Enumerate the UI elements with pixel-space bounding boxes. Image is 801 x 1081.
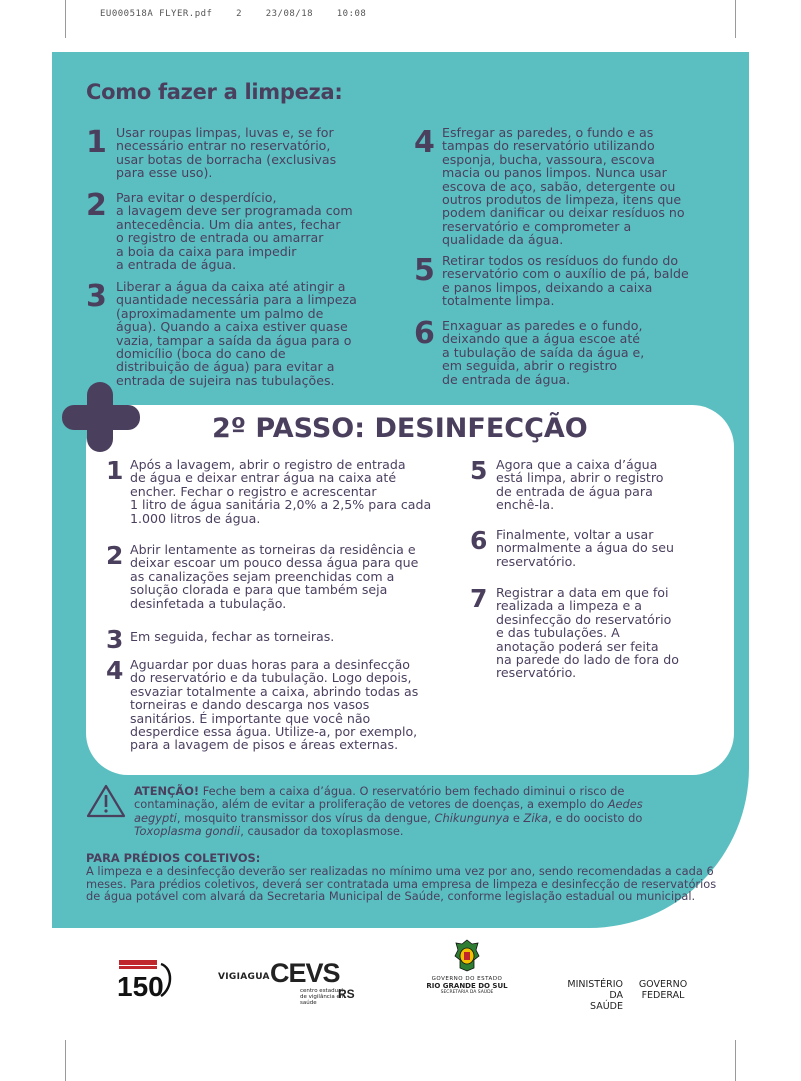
step-number: 1 (106, 456, 124, 485)
step-number: 6 (470, 526, 488, 555)
cleaning-step (414, 316, 734, 387)
cleaning-step (86, 280, 396, 387)
step-number: 7 (470, 584, 488, 613)
collective-heading: PARA PRÉDIOS COLETIVOS: (86, 851, 261, 865)
step-number: 6 (414, 316, 435, 351)
step-text: Finalmente, voltar a usar normalmente a água do seu reservatório. (496, 527, 674, 569)
cevs-rs: RS (338, 987, 355, 1001)
step-text: Em seguida, fechar as torneiras. (130, 629, 335, 644)
step-text: Agora que a caixa d’água está limpa, abrir o registro de entrada de água para enchê-la. (496, 457, 664, 513)
warning-icon (86, 784, 126, 818)
crop-mark (735, 0, 736, 38)
disinfection-step (106, 625, 451, 654)
step-text: Usar roupas limpas, luvas e, se for necessário entrar no reservatório, usar botas de borracha (exclusivas para esse uso). (116, 125, 337, 181)
step-text: Esfregar as paredes, o fundo e as tampas do reservatório utilizando esponja, bucha, vassoura, escova macia ou panos limpos. Nunca usar escova de aço, sabão, detergente ou outros produtos de limpeza, itens que podem danificar ou deixar resíduos no reservatório e comprometer a qualidade da água. (442, 125, 685, 248)
plus-icon-bar (62, 405, 140, 430)
collective-buildings-note (86, 852, 726, 903)
warning-text-italic: Zika (523, 810, 549, 825)
governo-rs-logo (426, 938, 508, 995)
cleaning-step (86, 188, 396, 273)
gov-line1: GOVERNO DO ESTADO (431, 976, 503, 982)
step-number: 3 (106, 625, 124, 654)
warning-text (134, 785, 674, 839)
coat-of-arms-icon (452, 938, 482, 972)
print-header: EU000518A FLYER.pdf 2 23/08/18 10:08 (100, 9, 367, 19)
disinfection-title: 2º PASSO: DESINFECÇÃO (212, 413, 588, 444)
step-number: 2 (106, 541, 124, 570)
crop-mark (65, 0, 66, 38)
crop-mark (735, 1040, 736, 1081)
step-text: Abrir lentamente as torneiras da residência e deixar escoar um pouco dessa água para que as canalizações sejam preenchidas com a solução clorada e para que também seja desinfetada a tubulação. (130, 542, 419, 611)
ministerio-saude-logo: MINISTÉRIO DA SAÚDE (567, 979, 623, 1012)
step-number: 3 (86, 279, 107, 314)
warning-text-part: , e do oocisto do (548, 810, 643, 825)
step-number: 2 (86, 188, 107, 223)
cleaning-step (414, 126, 734, 247)
disinfection-step (106, 658, 451, 752)
cevs-logo: CEVS (270, 958, 340, 988)
warning-text-italic: Chikungunya (434, 810, 510, 825)
cleaning-step (86, 126, 396, 180)
collective-text: A limpeza e a desinfecção deverão ser realizadas no mínimo uma vez por ano, sendo recomendadas a cada 6 meses. Para prédios coletivos, deverá ser contratada uma empresa de limpeza e desinfecção de reservatórios de água potável com alvará da Secretaria Municipal de Saúde, conforme legislação estadual ou municipal. (86, 863, 717, 904)
gov-line2: RIO GRANDE DO SUL (426, 982, 508, 990)
disinfection-step (470, 458, 720, 512)
step-text: Retirar todos os resíduos do fundo do reservatório com o auxílio de pá, balde e panos limpos, deixando a caixa totalmente limpa. (442, 253, 689, 309)
step-text: Aguardar por duas horas para a desinfecção do reservatório e da tubulação. Logo depois, esvaziar totalmente a caixa, abrindo todas as torneiras e dando descarga nos vasos sanitários. É importante que você não desperdice essa água. Utilize-a, por exemplo, para a lavagem de pisos e áreas externas. (130, 657, 419, 753)
warning-text-part: , mosquito transmissor dos vírus da dengue, (176, 810, 435, 825)
disinfection-step (470, 528, 720, 568)
warning-text-part: e (509, 810, 524, 825)
step-text: Registrar a data em que foi realizada a limpeza e a desinfecção do reservatório e das tubulações. A anotação poderá ser feita na parede do lado de fora do reservatório. (496, 585, 679, 681)
page-title: Como fazer a limpeza: (86, 80, 343, 104)
step-number: 4 (414, 125, 435, 160)
warning-text-italic: Toxoplasma gondii (134, 824, 241, 839)
vigiagua-logo: VIGIAGUA (218, 972, 270, 982)
step-number: 4 (106, 656, 124, 685)
disinfection-step (106, 458, 451, 525)
step-number: 1 (86, 125, 107, 160)
step-number: 5 (414, 253, 435, 288)
gov-line3: SECRETARIA DA SAÚDE (440, 990, 494, 995)
warning-text-italic: Aedes aegypti (134, 797, 643, 825)
governo-federal-logo: GOVERNO FEDERAL (638, 979, 688, 1001)
step-text: Enxaguar as paredes e o fundo, deixando que a água escoe até a tubulação de saída da água e, em seguida, abrir o registro de entrada de água. (442, 318, 645, 387)
logo-150-anos (117, 958, 175, 1002)
disinfection-step (106, 543, 451, 610)
cevs-subtitle: centro estadual de vigilância em saúde (300, 988, 346, 1006)
crop-mark (65, 1040, 66, 1081)
step-text: Para evitar o desperdício, a lavagem deve ser programada com antecedência. Um dia antes, fechar o registro de entrada ou amarrar a boia da caixa para impedir a entrada de água. (116, 190, 353, 273)
logo-150-number: 150 (117, 971, 164, 1002)
warning-text-part: Feche bem a caixa d’água. O reservatório bem fechado diminui o risco de contaminação, além de evitar a proliferação de vetores de doenças, a exemplo do (134, 784, 625, 812)
warning-text-part: , causador da toxoplasmose. (240, 824, 404, 839)
step-text: Liberar a água da caixa até atingir a quantidade necessária para a limpeza (aproximadamente um palmo de água). Quando a caixa estiver quase vazia, tampar a saída da água para o domicílio (boca do cano de distribuição de água) para evitar a entrada de sujeira nas tubulações. (116, 279, 357, 388)
cleaning-step (414, 254, 734, 308)
disinfection-step (470, 586, 720, 680)
warning-label: ATENÇÃO! (134, 784, 200, 798)
step-text: Após a lavagem, abrir o registro de entrada de água e deixar entrar água na caixa até encher. Fechar o registro e acrescentar 1 litro de água sanitária 2,0% a 2,5% para cada 1.000 litros de água. (130, 457, 432, 526)
step-number: 5 (470, 456, 488, 485)
